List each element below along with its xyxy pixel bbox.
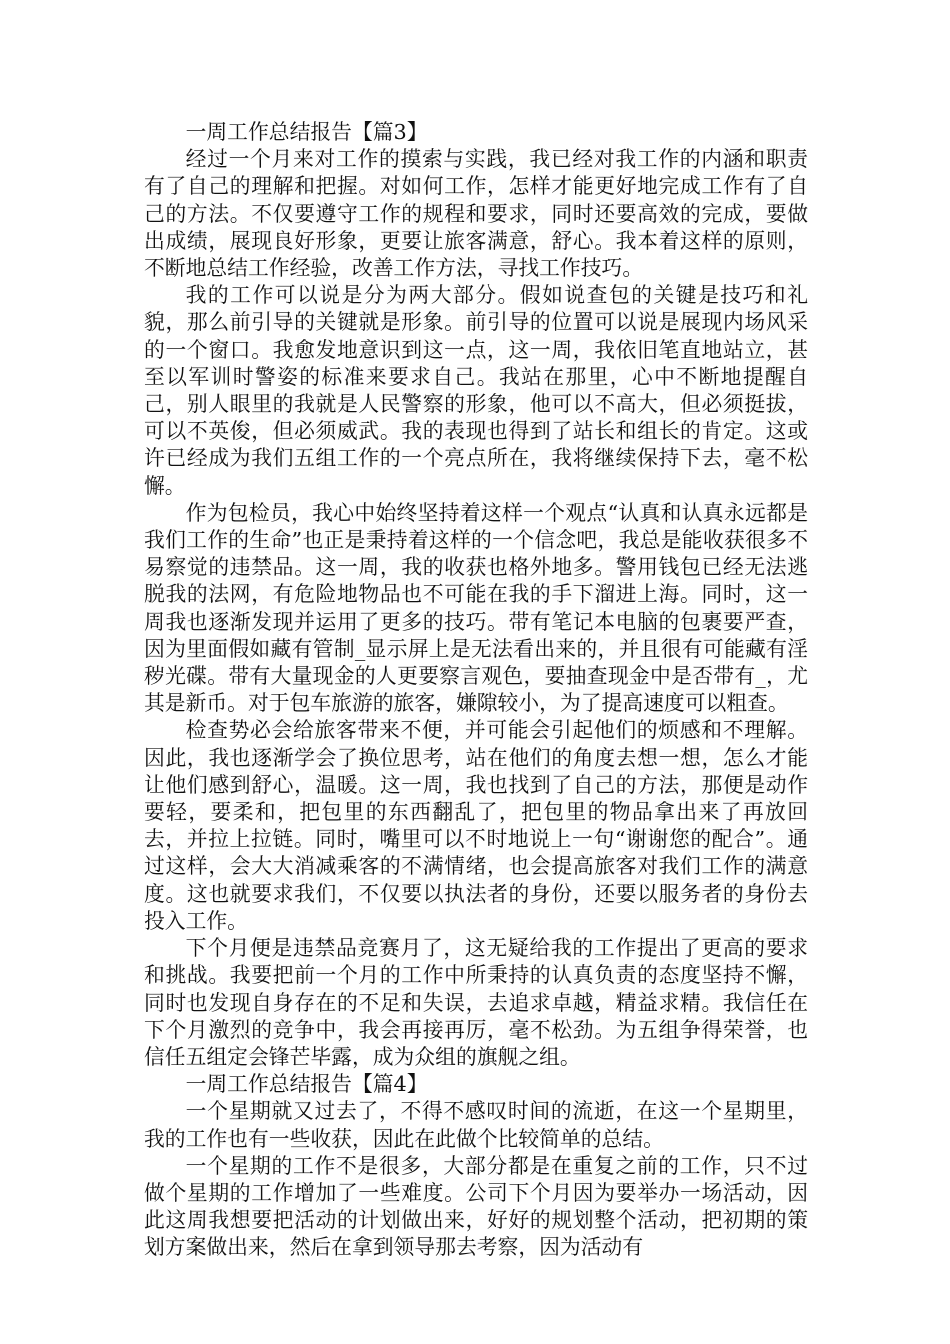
paragraph: 检查势必会给旅客带来不便，并可能会引起他们的烦感和不理解。因此，我也逐渐学会了换位思考，站在他们的角度去想一想，怎么才能让他们感到舒心，温暖。这一周，我也找到了自己的方法，那便是动作要轻，要柔和，把包里的东西翻乱了，把包里的物品拿出来了再放回去，并拉上拉链。同时，嘴里可以不时地说上一句“谢谢您的配合”。通过这样，会大大消减乘客的不满情绪，也会提高旅客对我们工作的满意度。这也就要求我们，不仅要以执法者的身份，还要以服务者的身份去投入工作。 — [144, 718, 808, 933]
paragraph: 我的工作可以说是分为两大部分。假如说查包的关键是技巧和礼貌，那么前引导的关键就是形象。前引导的位置可以说是展现内场风采的一个窗口。我愈发地意识到这一点，这一周，我依旧笔直地站立，甚至以军训时警姿的标准来要求自己。我站在那里，心中不断地提醒自己，别人眼里的我就是人民警察的形象，他可以不高大，但必须挺拔，可以不英俊，但必须威武。我的表现也得到了站长和组长的肯定。这或许已经成为我们五组工作的一个亮点所在，我将继续保持下去，毫不松懈。 — [144, 283, 808, 498]
paragraph: 经过一个月来对工作的摸索与实践，我已经对我工作的内涵和职责有了自己的理解和把握。对如何工作，怎样才能更好地完成工作有了自己的方法。不仅要遵守工作的规程和要求，同时还要高效的完成，要做出成绩，展现良好形象，更要让旅客满意，舒心。我本着这样的原则，不断地总结工作经验，改善工作方法，寻找工作技巧。 — [144, 147, 808, 281]
paragraph: 下个月便是违禁品竞赛月了，这无疑给我的工作提出了更高的要求和挑战。我要把前一个月的工作中所秉持的认真负责的态度坚持不懈，同时也发现自身存在的不足和失误，去追求卓越，精益求精。我信任在下个月激烈的竞争中，我会再接再厉，毫不松劲。为五组争得荣誉，也信任五组定会锋芒毕露，成为众组的旗舰之组。 — [144, 936, 808, 1069]
section-heading-3: 一周工作总结报告【篇3】 — [185, 120, 428, 144]
paragraph: 一个星期就又过去了，不得不感叹时间的流逝，在这一个星期里，我的工作也有一些收获，因此在此做个比较简单的总结。 — [144, 1099, 808, 1151]
paragraph: 作为包检员，我心中始终坚持着这样一个观点“认真和认真永远都是我们工作的生命”也正是秉持着这样的一个信念吧，我总是能收获很多不易察觉的违禁品。这一周，我的收获也格外地多。警用钱包已经无法逃脱我的法网，有危险地物品也不可能在我的手下溜进上海。同时，这一周我也逐渐发现并运用了更多的技巧。带有笔记本电脑的包裹要严查，因为里面假如藏有管制_显示屏上是无法看出来的，并且很有可能藏有淫秽光碟。带有大量现金的人更要察言观色，要抽查现金中是否带有_，尤其是新币。对于包车旅游的旅客，嫌隙较小，为了提高速度可以粗查。 — [144, 500, 808, 716]
section-heading-4: 一周工作总结报告【篇4】 — [185, 1072, 428, 1097]
document-page — [144, 119, 808, 1262]
paragraph: 一个星期的工作不是很多，大部分都是在重复之前的工作，只不过做个星期的工作增加了一些难度。公司下个月因为要举办一场活动，因此这周我想要把活动的计划做出来，好好的规划整个活动，把初期的策划方案做出来，然后在拿到领导那去考察，因为活动有 — [144, 1153, 808, 1260]
